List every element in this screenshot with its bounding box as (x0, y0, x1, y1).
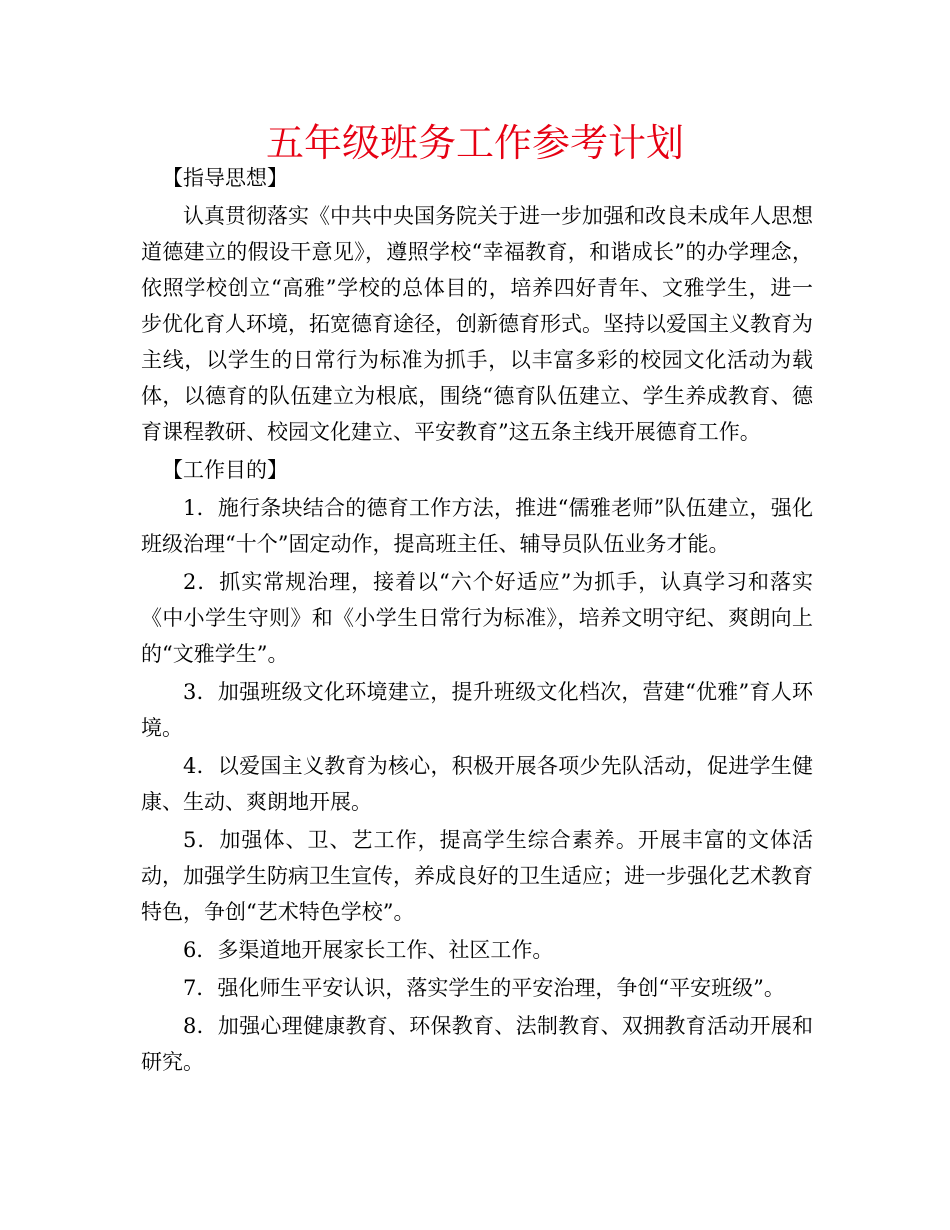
document-title: 五年级班务工作参考计划 (265, 121, 684, 165)
guiding-ideology-paragraph: 认真贯彻落实《中共中央国务院关于进一步加强和改良未成年人思想道德建立的假设干意见》，遵照学校“幸福教育，和谐成长”的办学理念，依照学校创立“高雅”学校的总体目的，培养四好青年、文雅学生，进一步优化育人环境，拓宽德育途径，创新德育形式。坚持以爱国主义教育为主线，以学生的日常行为标准为抓手，以丰富多彩的校园文化活动为载体，以德育的队伍建立为根底，围绕“德育队伍建立、学生养成教育、德育课程教研、校园文化建立、平安教育”这五条主线开展德育工作。 (141, 204, 813, 444)
goal-item-2: 2．抓实常规治理，接着以“六个好适应”为抓手，认真学习和落实《中小学生守则》和《小学生日常行为标准》，培养文明守纪、爽朗向上的“文雅学生”。 (141, 570, 813, 666)
goal-item-6: 6．多渠道地开展家长工作、社区工作。 (183, 938, 554, 962)
section-heading-work-goals: 【工作目的】 (162, 458, 288, 482)
goal-item-5: 5．加强体、卫、艺工作，提高学生综合素养。开展丰富的文体活动，加强学生防病卫生宣传，养成良好的卫生适应；进一步强化艺术教育特色，争创“艺术特色学校”。 (141, 828, 813, 924)
goal-item-3: 3．加强班级文化环境建立，提升班级文化档次，营建“优雅”育人环境。 (141, 680, 813, 740)
goal-item-7: 7．强化师生平安认识，落实学生的平安治理，争创“平安班级”。 (183, 976, 785, 1000)
document-body (141, 160, 813, 1080)
goal-item-4: 4．以爱国主义教育为核心，积极开展各项少先队活动，促进学生健康、生动、爽朗地开展。 (141, 754, 813, 814)
section-heading-guiding-ideology: 【指导思想】 (162, 166, 288, 190)
goal-item-1: 1．施行条块结合的德育工作方法，推进“儒雅老师”队伍建立，强化班级治理“十个”固定动作，提高班主任、辅导员队伍业务才能。 (141, 496, 813, 556)
goal-item-8: 8．加强心理健康教育、环保教育、法制教育、双拥教育活动开展和研究。 (141, 1014, 813, 1074)
